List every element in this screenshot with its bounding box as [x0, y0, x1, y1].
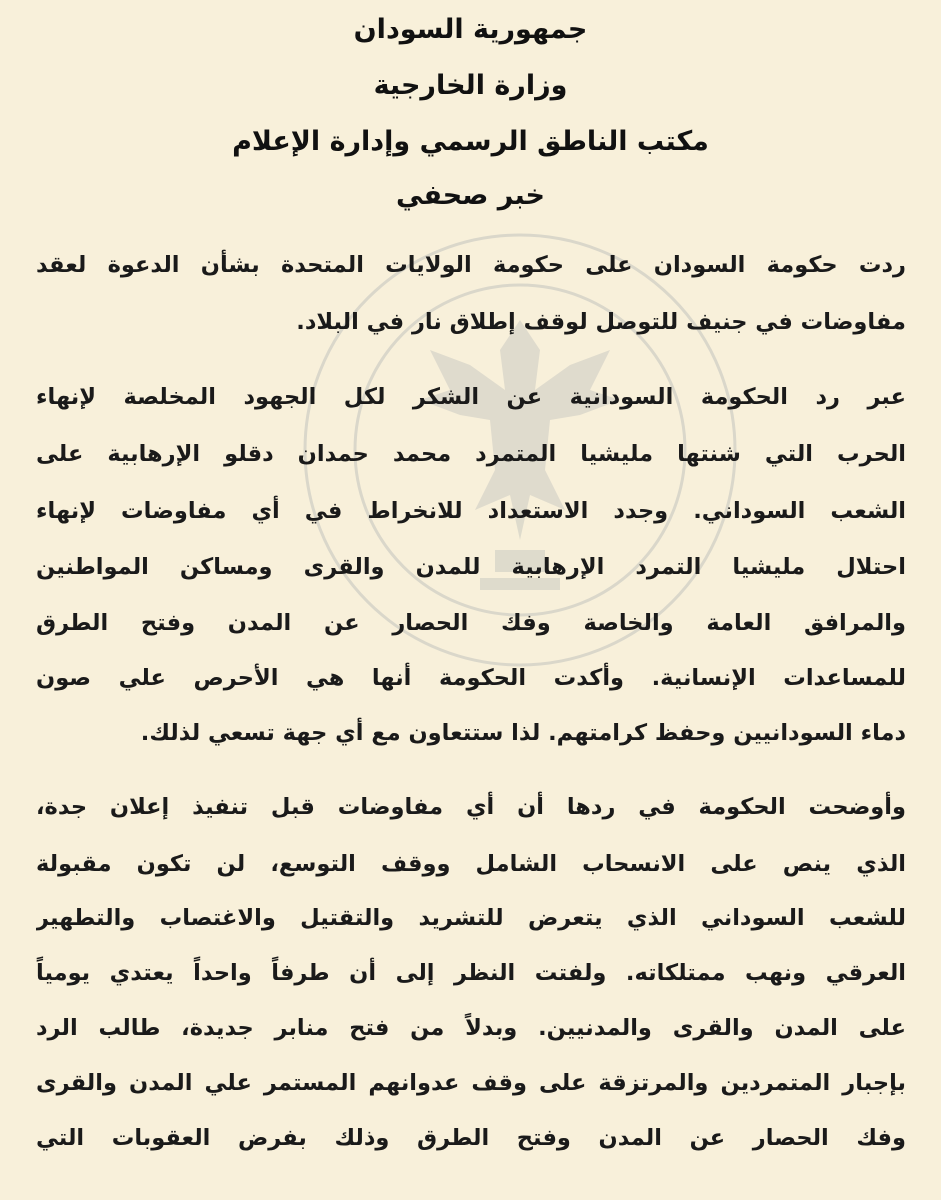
header-ministry: وزارة الخارجية: [373, 70, 568, 101]
paragraph-1-line-2: مفاوضات في جنيف للتوصل لوقف إطلاق نار في البلاد.: [296, 309, 906, 335]
paragraph-3-line-2: الذي ينص على الانسحاب الشامل ووقف التوسع، لن تكون مقبولة: [36, 851, 906, 877]
paragraph-2-line-1: عبر رد الحكومة السودانية عن الشكر لكل الجهود المخلصة لإنهاء: [36, 384, 906, 410]
paragraph-3-line-4: العرقي ونهب ممتلكاته. ولفتت النظر إلى أن طرفاً واحداً يعتدي يومياً: [36, 960, 906, 986]
paragraph-2-line-4: احتلال مليشيا التمرد الإرهابية للمدن والقرى ومساكن المواطنين: [36, 554, 906, 580]
paragraph-2-line-3: الشعب السوداني. وجدد الاستعداد للانخراط في أي مفاوضات لإنهاء: [36, 498, 906, 524]
paragraph-2-line-2: الحرب التي شنتها مليشيا المتمرد محمد حمدان دقلو الإرهابية على: [36, 441, 906, 467]
paragraph-2-line-6: للمساعدات الإنسانية. وأكدت الحكومة أنها هي الأحرص علي صون: [36, 665, 906, 691]
paragraph-2-line-5: والمرافق العامة والخاصة وفك الحصار عن المدن وفتح الطرق: [36, 610, 906, 636]
paragraph-2-line-7: دماء السودانيين وحفظ كرامتهم. لذا ستتعاون مع أي جهة تسعي لذلك.: [140, 720, 906, 746]
header-press-release: خبر صحفي: [396, 180, 545, 211]
header-office: مكتب الناطق الرسمي وإدارة الإعلام: [232, 126, 709, 157]
header-republic: جمهورية السودان: [353, 14, 588, 45]
paragraph-1-line-1: ردت حكومة السودان على حكومة الولايات المتحدة بشأن الدعوة لعقد: [36, 252, 906, 278]
paragraph-3-line-1: وأوضحت الحكومة في ردها أن أي مفاوضات قبل تنفيذ إعلان جدة،: [36, 794, 906, 820]
paragraph-3-line-3: للشعب السوداني الذي يتعرض للتشريد والتقتيل والاغتصاب والتطهير: [36, 905, 906, 931]
paragraph-3-line-5: على المدن والقرى والمدنيين. وبدلاً من فتح منابر جديدة، طالب الرد: [36, 1015, 906, 1041]
paragraph-3-line-7: وفك الحصار عن المدن وفتح الطرق وذلك بفرض العقوبات التي: [36, 1125, 906, 1151]
paragraph-3-line-6: بإجبار المتمردين والمرتزقة على وقف عدوانهم المستمر علي المدن والقرى: [36, 1070, 906, 1096]
